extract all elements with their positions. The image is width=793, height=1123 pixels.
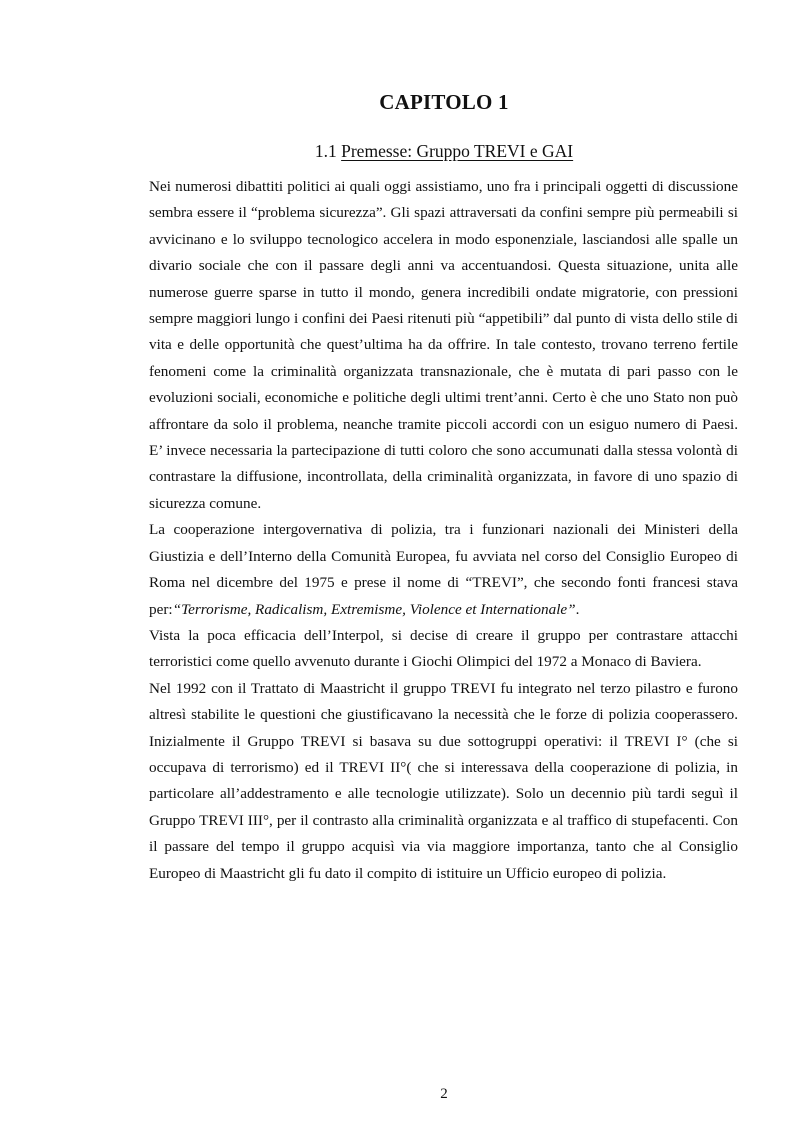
section-title: Premesse: Gruppo TREVI e GAI	[341, 141, 574, 161]
paragraph-trevi-text: La cooperazione intergovernativa di polizia, tra i funzionari nazionali dei Ministeri della Giustizia e dell’Interno della Comunità Europea, fu avviata nel corso del Consiglio Europeo di Roma nel dicembre del 1975 e prese il nome di “TREVI”, che secondo fonti francesi stava per:	[149, 521, 738, 618]
paragraph-introduction: Nei numerosi dibattiti politici ai quali oggi assistiamo, uno fra i principali oggetti di discussione sembra essere il “problema sicurezza”. Gli spazi attraversati da confini sempre più permeabili si avvicinano e lo sviluppo tecnologico accelera in modo esponenziale, lasciandosi alle spalle un divario sociale che con il passare degli anni va accentuandosi. Questa situazione, unita alle numerose guerre sparse in tutto il mondo, genera incredibili ondate migratorie, con pressioni sempre maggiori lungo i confini dei Paesi ritenuti più “appetibili” dal punto di vista dello stile di vita e delle opportunità che quest’ultima ha da offrire. In tale contesto, trovano terreno fertile fenomeni come la criminalità organizzata transnazionale, che è mutata di pari passo con le evoluzioni sociali, economiche e politiche degli ultimi trent’anni. Certo è che uno Stato non può affrontare da solo il problema, neanche tramite piccoli accordi con un esiguo numero di Paesi. E’ invece necessaria la partecipazione di tutti coloro che sono accumunati dalla stessa volontà di contrastare la diffusione, incontrollata, della criminalità organizzata, in favore di uno spazio di sicurezza comune.	[149, 178, 738, 512]
trevi-acronym-quote: “Terrorisme, Radicalism, Extremisme, Violence et Internationale”	[172, 600, 576, 618]
paragraph-trevi	[149, 517, 738, 623]
page-number: 2	[440, 1086, 448, 1102]
body-text	[149, 174, 738, 887]
paragraph-maastricht: Nel 1992 con il Trattato di Maastricht il gruppo TREVI fu integrato nel terzo pilastro e furono altresì stabilite le questioni che giustificavano la necessità che le forze di polizia cooperassero. Inizialmente il Gruppo TREVI si basava su due sottogruppi operativi: il TREVI I° (che si occupava di terrorismo) ed il TREVI II°( che si interessava della cooperazione di polizia, in particolare all’addestramento e alle tecnologie utilizzate). Solo un decennio più tardi seguì il Gruppo TREVI III°, per il contrasto alla criminalità organizzata e al traffico di stupefacenti. Con il passare del tempo il gruppo acquisì via via maggiore importanza, tanto che al Consiglio Europeo di Maastricht gli fu dato il compito di istituire un Ufficio europeo di polizia.	[149, 679, 738, 882]
section-heading	[0, 141, 793, 162]
paragraph-trevi-end: .	[575, 600, 580, 618]
chapter-title: CAPITOLO 1	[379, 90, 509, 114]
section-number: 1.1	[314, 141, 337, 161]
paragraph-interpol: Vista la poca efficacia dell’Interpol, si decise di creare il gruppo per contrastare attacchi terroristici come quello avvenuto durante i Giochi Olimpici del 1972 a Monaco di Baviera.	[149, 626, 738, 671]
